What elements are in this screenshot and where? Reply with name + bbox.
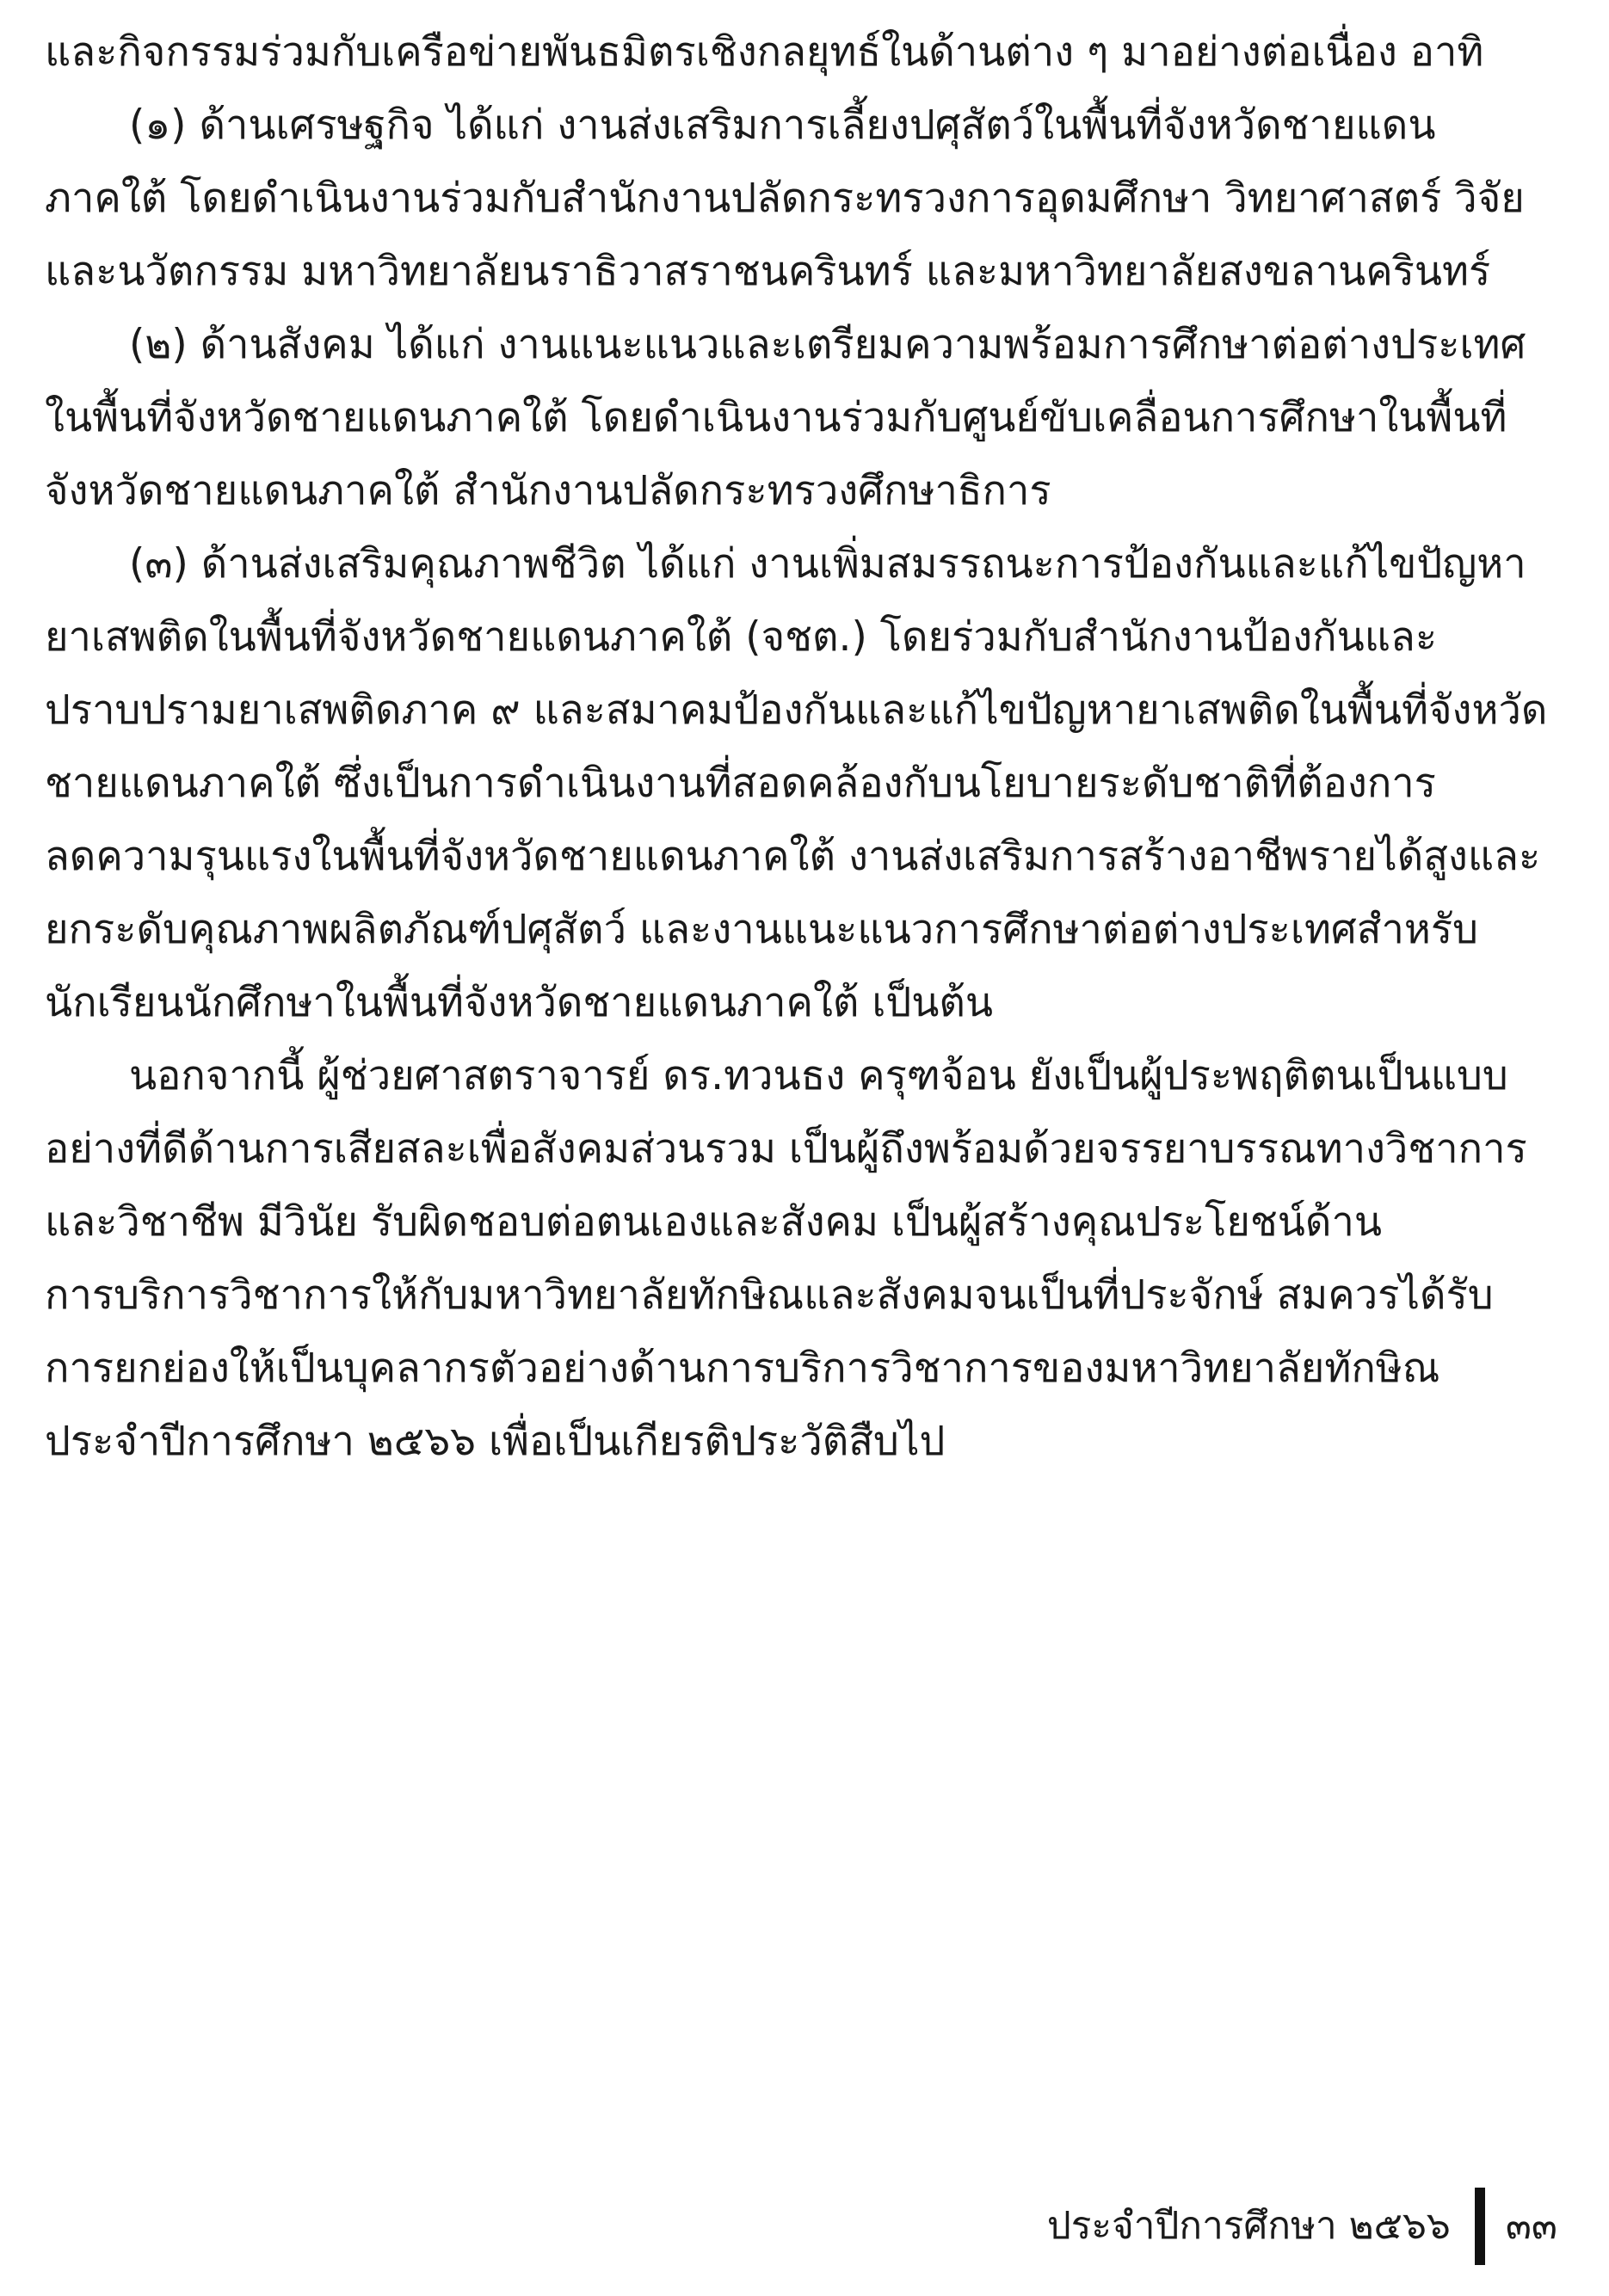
paragraph-line: ประจำปีการศึกษา ๒๕๖๖ เพื่อเป็นเกียรติประวัติสืบไป	[45, 1418, 946, 1465]
paragraph-line: จังหวัดชายแดนภาคใต้ สำนักงานปลัดกระทรวงศึกษาธิการ	[45, 467, 1051, 514]
paragraph-line: และวิชาชีพ มีวินัย รับผิดชอบต่อตนเองและสังคม เป็นผู้สร้างคุณประโยชน์ด้าน	[45, 1198, 1382, 1246]
paragraph-line: (๒) ด้านสังคม ได้แก่ งานแนะแนวและเตรียมความพร้อมการศึกษาต่อต่างประเทศ	[129, 321, 1526, 368]
page-number: ๓๓	[1505, 2204, 1557, 2248]
paragraph-line: การบริการวิชาการให้กับมหาวิทยาลัยทักษิณและสังคมจนเป็นที่ประจักษ์ สมควรได้รับ	[45, 1271, 1494, 1319]
paragraph-line: ยกระดับคุณภาพผลิตภัณฑ์ปศุสัตว์ และงานแนะแนวการศึกษาต่อต่างประเทศสำหรับ	[45, 906, 1478, 953]
paragraph-line: ลดความรุนแรงในพื้นที่จังหวัดชายแดนภาคใต้ งานส่งเสริมการสร้างอาชีพรายได้สูงและ	[45, 833, 1541, 880]
page-footer	[1047, 2188, 1557, 2265]
footer-divider-bar	[1475, 2188, 1485, 2265]
paragraph-line: และกิจกรรมร่วมกับเครือข่ายพันธมิตรเชิงกลยุทธ์ในด้านต่าง ๆ มาอย่างต่อเนื่อง อาทิ	[45, 28, 1484, 76]
paragraph-line: นักเรียนนักศึกษาในพื้นที่จังหวัดชายแดนภาคใต้ เป็นต้น	[45, 979, 994, 1026]
paragraph-line: และนวัตกรรม มหาวิทยาลัยนราธิวาสราชนครินทร์ และมหาวิทยาลัยสงขลานครินทร์	[45, 248, 1491, 295]
paragraph-line: นอกจากนี้ ผู้ช่วยศาสตราจารย์ ดร.ทวนธง ครุฑจ้อน ยังเป็นผู้ประพฤติตนเป็นแบบ	[129, 1052, 1508, 1099]
paragraph-line: ภาคใต้ โดยดำเนินงานร่วมกับสำนักงานปลัดกระทรวงการอุดมศึกษา วิทยาศาสตร์ วิจัย	[45, 175, 1525, 222]
paragraph-line: การยกย่องให้เป็นบุคลากรตัวอย่างด้านการบริการวิชาการของมหาวิทยาลัยทักษิณ	[45, 1345, 1440, 1392]
paragraph-line: อย่างที่ดีด้านการเสียสละเพื่อสังคมส่วนรวม เป็นผู้ถึงพร้อมด้วยจรรยาบรรณทางวิชาการ	[45, 1125, 1527, 1173]
paragraph-line: (๑) ด้านเศรษฐกิจ ได้แก่ งานส่งเสริมการเลี้ยงปศุสัตว์ในพื้นที่จังหวัดชายแดน	[129, 102, 1436, 149]
paragraph-line: ปราบปรามยาเสพติดภาค ๙ และสมาคมป้องกันและแก้ไขปัญหายาเสพติดในพื้นที่จังหวัด	[45, 686, 1548, 734]
paragraph-line: ในพื้นที่จังหวัดชายแดนภาคใต้ โดยดำเนินงานร่วมกับศูนย์ขับเคลื่อนการศึกษาในพื้นที่	[45, 394, 1507, 441]
paragraph-line: ยาเสพติดในพื้นที่จังหวัดชายแดนภาคใต้ (จชต.) โดยร่วมกับสำนักงานป้องกันและ	[45, 613, 1438, 661]
paragraph-line: ชายแดนภาคใต้ ซึ่งเป็นการดำเนินงานที่สอดคล้องกับนโยบายระดับชาติที่ต้องการ	[45, 760, 1436, 807]
body-text	[45, 15, 1550, 1478]
paragraph-line: (๓) ด้านส่งเสริมคุณภาพชีวิต ได้แก่ งานเพิ่มสมรรถนะการป้องกันและแก้ไขปัญหา	[129, 540, 1526, 588]
footer-academic-year: ประจำปีการศึกษา ๒๕๖๖	[1046, 2204, 1451, 2248]
